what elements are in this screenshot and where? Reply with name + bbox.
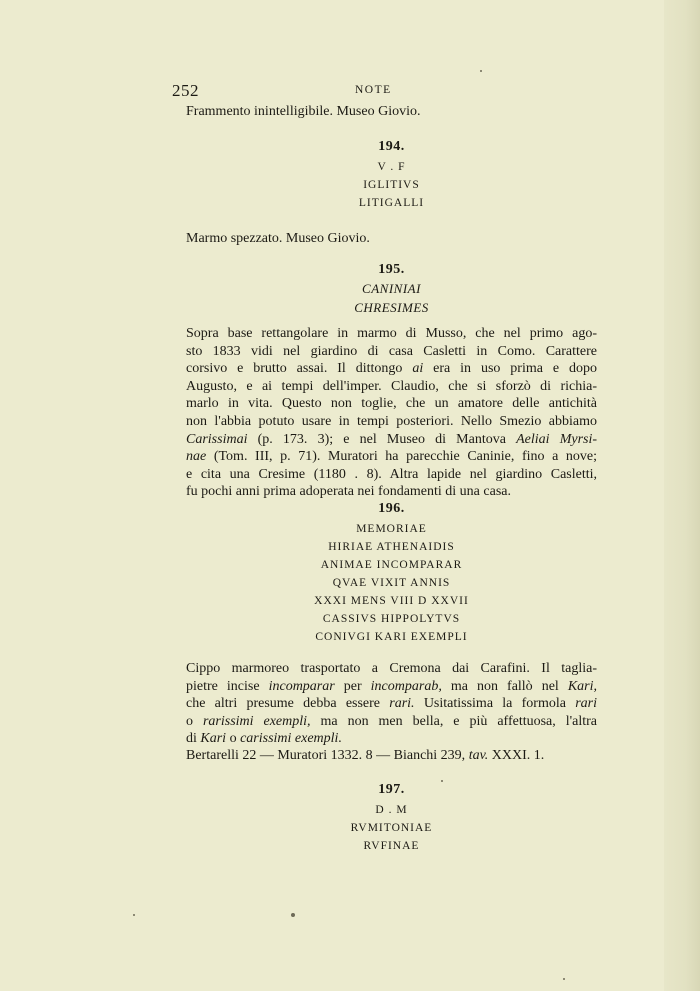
references-196: Bertarelli 22 — Muratori 1332. 8 — Bianchi 239, tav. XXXI. 1. [186,748,545,763]
commentary-195 [186,325,597,501]
inscription-line: IGLITIVS [363,179,420,191]
scan-speck [563,978,565,980]
scan-speck [133,914,135,916]
text-line: pietre incise incomparar per incomparab, ma non fallò nel Kari, [186,678,598,694]
text-line: fu pochi anni prima adoperata nei fondamenti di una casa. [186,484,511,500]
text-line: Carissimai (p. 173. 3); e nel Museo di Mantova Aeliai Myrsi- [186,431,598,447]
inscription-line: QVAE VIXIT ANNIS [332,577,451,589]
entry-number-195: 195. [378,262,405,277]
text-line: marlo in vita. Questo non toglie, che un amatore delle antichità [186,396,597,412]
text-line: corsivo e brutto assai. Il dittongo ai era in uso prima e dopo [186,361,598,377]
inscription-line: RVMITONIAE [350,822,433,834]
inscription-line: ANIMAE INCOMPARAR [320,559,463,571]
text-line: e cita una Cresime (1180 . 8). Altra lapide nel giardino Casletti, [186,466,597,482]
text-line: Augusto, e ai tempi dell'imper. Claudio, che si sforzò di richia- [186,378,597,394]
inscription-line: XXXI MENS VIII D XXVII [314,595,469,607]
inscription-line: RVFINAE [363,840,420,852]
scan-speck [291,913,295,917]
inscription-line: CONIVGI KARI EXEMPLI [315,631,468,643]
text-line: non l'abbia potuto usare in tempi posteriori. Nello Smezio abbiamo [186,413,597,429]
text-line: sto 1833 vidi nel giardino di casa Casletti in Como. Carattere [186,343,597,359]
note-194 [186,230,597,248]
entry-number-194: 194. [378,139,405,154]
text-line: che altri presume debba essere rari. Usitatissima la formola rari [186,696,597,712]
text-line: o rarissimi exempli, ma non men bella, e più affettuosa, l'altra [186,713,598,729]
entry-number-197: 197. [378,782,405,797]
inscription-line: MEMORIAE [356,523,427,535]
running-head: NOTE [355,84,392,96]
text-line: Cippo marmoreo trasportato a Cremona dai Carafini. Il taglia- [186,661,597,676]
inscription-194 [186,158,597,212]
page-number: 252 [172,81,199,100]
scan-speck [480,70,482,72]
entry-193-tail [186,103,597,121]
inscription-line: D . M [375,804,408,816]
inscription-line: LITIGALLI [358,197,425,209]
inscription-196 [186,520,597,646]
text-line: di Kari o carissimi exempli. [186,731,342,747]
text-line: Sopra base rettangolare in marmo di Musso, che nel primo ago- [186,326,597,341]
entry-number-196: 196. [378,501,405,516]
text-line: Marmo spezzato. Museo Giovio. [186,231,370,246]
inscription-195 [186,279,597,317]
commentary-196 [186,660,597,748]
inscription-197 [186,801,597,855]
inscription-line: CANINIAI [362,281,421,296]
inscription-line: CHRESIMES [354,300,429,315]
scan-speck [441,780,443,782]
inscription-line: V . F [377,161,406,173]
text-line: nae (Tom. III, p. 71). Muratori ha parecchie Caninie, fino a nove; [186,449,597,465]
text-line: Frammento inintelligibile. Museo Giovio. [186,104,421,119]
inscription-line: HIRIAE ATHENAIDIS [328,541,455,553]
inscription-line: CASSIVS HIPPOLYTVS [322,613,461,625]
